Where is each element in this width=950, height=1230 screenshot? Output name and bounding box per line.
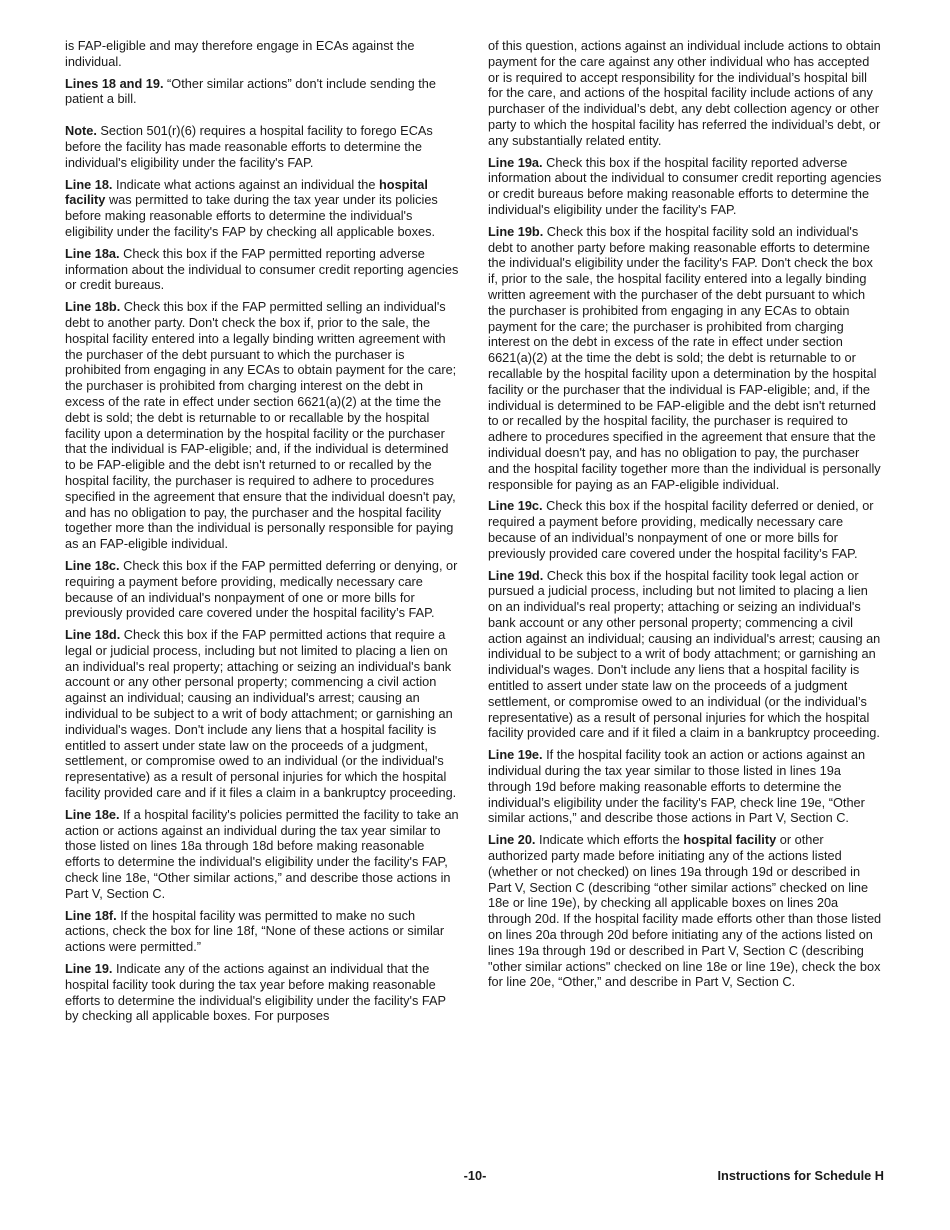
left-column [65,38,461,1030]
paragraph-line-18a: Line 18a. Check this box if the FAP permitted reporting adverse information about the individual to consumer credit reporting agencies or credit bureaus. [65,245,459,293]
paragraph-line-19c: Line 19c. Check this box if the hospital facility deferred or denied, or required a payment before providing, medically necessary care because of an individual’s nonpayment of one or more bills for previously provided care covered under the hospital facility’s FAP. [488,498,874,561]
page-number: -10- [463,1168,487,1183]
paragraph-line-19b: Line 19b. Check this box if the hospital facility sold an individual's debt to another party before making reasonable efforts to determine the individual's eligibility under the facility's FAP. Don't check the box if, prior to the sale, the hospital facility entered into a legally binding written agreement with the purchaser of the debt pursuant to which the purchaser is prohibited from engaging in any ECAs to obtain payment for the care; the purchaser is prohibited from charging interest on the debt in excess of the rate in effect under section 6621(a)(2) at the time the debt is sold; the debt is returnable to or recallable by the hospital facility upon a determination by the hospital facility or the purchaser that the individual is FAP-eligible; and, if the individual is determined to be FAP-eligible and the debt isn't returned to or recalled by the hospital facility, the purchaser is required to adhere to procedures specified in the agreement that ensure that the individual doesn't pay, and has no obligation to pay, the purchaser and the hospital facility together more than the individual is personally responsible for paying as an FAP-eligible individual. [488,223,881,492]
paragraph-continued: is FAP-eligible and may therefore engage in ECAs against the individual. [65,38,415,69]
right-column [488,38,884,996]
document-title: Instructions for Schedule H [717,1168,884,1183]
paragraph-lines-18-19: Lines 18 and 19. “Other similar actions” don't include sending the patient a bill. [65,75,436,107]
paragraph-line-18f: Line 18f. If the hospital facility was permitted to make no such actions, check the box for line 18f, “None of these actions or similar actions were permitted.” [65,907,445,955]
paragraph-line-19d: Line 19d. Check this box if the hospital facility took legal action or pursued a judicial process, including but not limited to placing a lien on an individual's real property; attaching or seizing an individual's bank account or any other personal property; commencing a civil action against an individual; causing an individual's arrest; causing an individual to be subject to a writ of body attachment; or garnishing an individual's wages. Don't include any liens that a hospital facility is entitled to assert under state law on the proceeds of a judgment settlement, or compromise owed to an individual (or the individual’s representative) as a result of personal injuries for which the hospital facility provided care and if it filed a claim in a bankruptcy proceeding. [488,567,881,741]
paragraph-line-19e: Line 19e. If the hospital facility took an action or actions against an individual during the tax year similar to those listed in lines 19a through 19d before making reasonable efforts to determine the individual’s eligibility under the facility's FAP, check line 19e, “Other similar actions,” and describe those actions in Part V, Section C. [488,747,866,826]
paragraph-continued: of this question, actions against an individual include actions to obtain payment for the care against any other individual who has accepted or is required to accept responsibility for the individual’s hospital bill for the care, and actions of the hospital facility include actions of any purchaser of the individual’s debt, any debt collection agency or other party to which the hospital facility has referred the individual’s debt, or any substantially related entity. [488,38,881,148]
paragraph-line-18d: Line 18d. Check this box if the FAP permitted actions that require a legal or judicial process, including but not limited to placing a lien on an individual's real property; attaching or seizing an individual's bank account or any other personal property; commencing a civil action against an individual; causing an individual's arrest; causing an individual to be subject to a writ of body attachment; or garnishing an individual's wages. Don't include any liens that a hospital facility is entitled to assert under state law on the proceeds of a judgment, settlement, or compromise owed to an individual (or the individual's representative) as a result of personal injuries for which the hospital facility provided care and if it files a claim in a bankruptcy proceeding. [65,627,457,801]
paragraph-note: Note. Section 501(r)(6) requires a hospital facility to forego ECAs before the facility has made reasonable efforts to determine the individual's eligibility under the facility's FAP. [65,123,433,170]
paragraph-line-19: Line 19. Indicate any of the actions against an individual that the hospital facility took during the tax year before making reasonable efforts to determine the individual's eligibility under the facility's FAP by checking all applicable boxes. For purposes [65,961,446,1024]
paragraph-line-20: Line 20. Indicate which efforts the hospital facility or other authorized party made before initiating any of the actions listed (whether or not checked) on lines 19a through 19d or described in Part V, Section C (describing “other similar actions” checked on line 18e or line 19e), by checking all applicable boxes on lines 20a through 20d. If the hospital facility made efforts other than those listed on lines 20a through 20d before initiating any of the actions listed on lines 19a through 19d or described in Part V, Section C (describing "other similar actions" checked on line 18e or line 19e), check the box for line 20e, “Other,” and describe in Part V, Section C. [488,832,882,990]
paragraph-line-18: Line 18. Indicate what actions against an individual the hospital facility was permitted to take during the tax year under its policies before making reasonable efforts to determine the individual's eligibility under the facility's FAP by checking all applicable boxes. [65,176,438,239]
paragraph-line-18c: Line 18c. Check this box if the FAP permitted deferring or denying, or requiring a payment before providing, medically necessary care because of an individual's nonpayment of one or more bills for previously provided care covered under the hospital facility’s FAP. [65,557,458,621]
paragraph-line-19a: Line 19a. Check this box if the hospital facility reported adverse information about the individual to consumer credit reporting agencies or credit bureaus before making reasonable efforts to determine the individual's eligibility under the facility's FAP. [488,154,882,217]
paragraph-line-18b: Line 18b. Check this box if the FAP permitted selling an individual's debt to another party. Don't check the box if, prior to the sale, the hospital facility entered into a legally binding written agreement with the purchaser of the debt pursuant to which the purchaser is prohibited from engaging in any ECAs to obtain payment for the care; the purchaser is prohibited from charging interest on the debt in excess of the rate in effect under section 6621(a)(2) at the time the debt is sold; the debt is returnable to or recallable by the hospital facility upon a determination by the hospital facility or the purchaser that the individual is FAP-eligible; and, if the individual is determined to be FAP-eligible and the debt isn't returned to or recalled by the hospital facility, the purchaser is required to adhere to procedures specified in the agreement that ensure that the individual doesn't pay, and has no obligation to pay, the purchaser and the hospital facility together more than the individual is personally responsible for paying as an FAP-eligible individual. [65,299,457,552]
paragraph-line-18e: Line 18e. If a hospital facility's policies permitted the facility to take an action or actions against an individual during the tax year similar to those listed on lines 18a through 18d before making reasonable efforts to determine the individual's eligibility under the facility's FAP, check line 18e, “Other similar actions,” and describe those actions in Part V, Section C. [65,806,459,901]
